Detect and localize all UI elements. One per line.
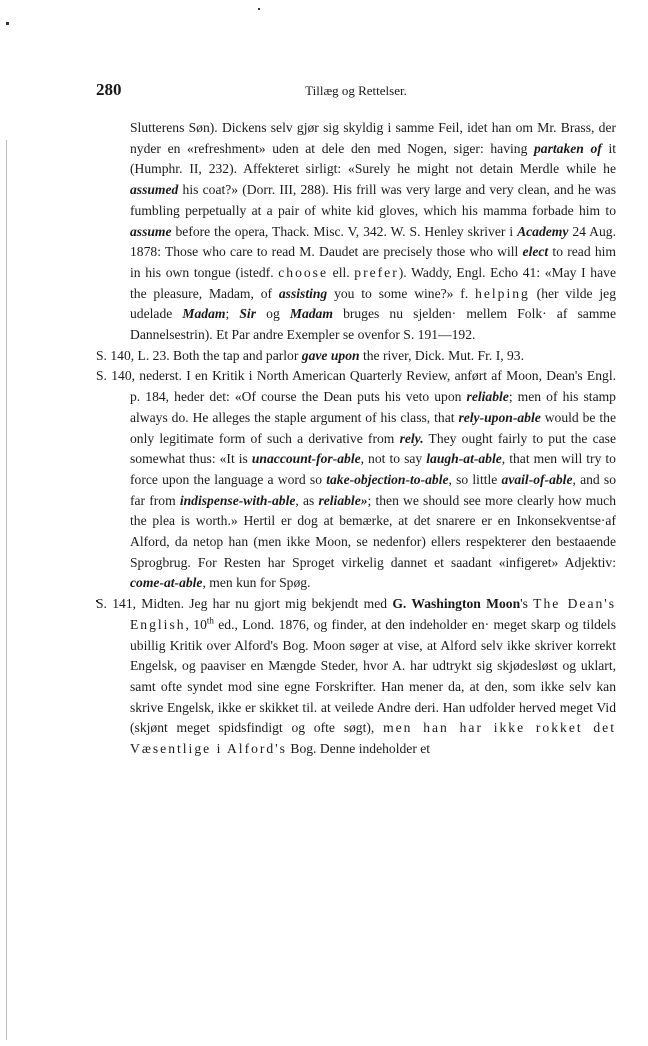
margin-mark <box>258 8 260 10</box>
italic-term: Madam <box>289 306 333 322</box>
text-run: ell. <box>328 264 355 280</box>
text-run: , 10 <box>185 616 207 632</box>
italic-term: take-objection-to-able <box>326 471 449 487</box>
italic-term: indispense-with-able <box>179 492 296 508</box>
spaced-term: choose <box>278 264 328 280</box>
text-run: , as <box>295 492 319 508</box>
italic-term: elect <box>522 244 549 260</box>
italic-term: rely-upon-able <box>458 409 541 425</box>
text-run: Slutterens Søn). Dickens selv gjør sig skyldig i samme Feil, idet han om Mr. Brass, der nyder en «refreshment» uden at dele den med Nogen, siger: having <box>130 120 616 156</box>
text-run: would be the only legitimate form of such a derivative from <box>130 409 617 446</box>
italic-term: assumed <box>130 182 179 198</box>
spaced-term: prefer <box>354 264 399 280</box>
italic-term: come-at-able <box>130 575 203 591</box>
bold-author-name: G. Washington Moon <box>392 596 521 612</box>
text-run: his coat?» (Dorr. III, 288). His frill was very large and very clean, and he was fumbling perpetually at a pair of white kid gloves, which his mamma forbade him to <box>130 182 616 218</box>
text-run: They ought fairly to put the case somewhat thus: «It is <box>130 430 616 467</box>
text-run: , men kun for Spøg. <box>202 575 311 591</box>
entry-s140-l23 <box>96 346 616 367</box>
page-number: 280 <box>96 80 122 99</box>
text-run: bruges nu sjelden· mellem Folk· af samme Dannelsestrin). Et Par andre Exempler se ovenfor S. 191—192. <box>130 306 616 343</box>
text-run: ; <box>225 306 240 322</box>
italic-term: laugh-at-able <box>426 451 502 467</box>
text-run: , not to say <box>360 451 427 467</box>
italic-term: reliable» <box>318 492 368 508</box>
entry-label: S. 140, L. 23. <box>96 347 170 363</box>
text-run: 's <box>520 596 534 612</box>
italic-term: avail-of-able <box>501 471 573 487</box>
text-run: you to some wine?» f. <box>327 285 476 301</box>
margin-rule <box>6 140 7 1040</box>
italic-term: Academy <box>517 223 569 239</box>
text-run: ed., Lond. 1876, og finder, at den indeholder en· meget skarp og tildels ubillig Kritik over Alford's Bog. Moon søger at vise, at Alford selv ikke skriver korrekt Engelsk, og paaviser en Mængde Steder, hvor A. har udtrykt sig skjødesløst og uklart, samt ofte syndet mod sine egne Forskrifter. Han mener da, at den, som ikke selv kan skrive Engelsk, ikke er skikket til. at veilede Andre deri. Han udfolder herved meget Vid (skjønt meget spidsfindigt og ofte søgt), <box>130 616 616 736</box>
running-head: Tillæg og Rettelser. <box>305 83 407 98</box>
text-run: og <box>256 306 290 322</box>
italic-term: Madam <box>182 306 226 322</box>
text-run: Bog. Denne indeholder et <box>286 741 431 757</box>
text-run: , that men will try to force upon the language a word so <box>130 451 616 487</box>
text-run: , so little <box>448 471 502 487</box>
text-run: Both the tap and parlor <box>169 347 302 363</box>
text-run: ; then we should see more clearly how much the plea is worth.» Hertil er dog at bemærke, at det snarere er en Inkonsekventse·af Alford, da netop han (men ikke Moon, se nedenfor) ellers respekterer den bestaaende Sprogbrug. For Resten har Sproget virkelig dannet et saadant «infigeret» Adjektiv: <box>130 492 616 570</box>
spaced-term: helping <box>475 285 530 301</box>
italic-term: gave upon <box>301 347 360 363</box>
text-run: , and so far from <box>130 471 616 508</box>
text-run: the river, Dick. Mut. Fr. I, 93. <box>359 347 525 363</box>
margin-mark <box>6 22 9 25</box>
text-run: Jeg har nu gjort mig bekjendt med <box>183 596 393 612</box>
text-run: before the opera, Thack. Misc. V, 342. W. S. Henley skriver i <box>171 223 518 239</box>
ordinal-superscript: th <box>206 615 214 626</box>
spaced-book-title: The Dean's English <box>130 596 617 632</box>
spaced-term: men han har ikke rokket det Væsentlige i Alford's <box>130 720 616 757</box>
italic-term: unaccount-for-able <box>251 451 361 467</box>
text-run: I en Kritik i North American Quarterly Review, anført af Moon, Dean's Engl. p. 184, heder det: «Of course the Dean puts his veto upon <box>130 368 617 405</box>
text-run: to read him in his own tongue (istedf. <box>130 244 616 280</box>
italic-term: rely. <box>399 430 424 446</box>
text-run: ; men of his stamp always do. He alleges the staple argument of his class, that <box>130 389 616 425</box>
italic-term: reliable <box>466 389 509 405</box>
page-header <box>96 80 616 104</box>
entry-label: S. 140, nederst. <box>96 368 182 384</box>
entry-s141-midten <box>96 594 616 760</box>
page-body <box>96 118 616 760</box>
italic-term: Sir <box>239 306 257 322</box>
italic-term: partaken of <box>534 140 602 156</box>
text-run: 24 Aug. 1878: Those who care to read M. Daudet are precisely those who will <box>130 223 616 260</box>
paragraph-continuation <box>96 118 616 346</box>
text-run: (her vilde jeg udelade <box>130 285 617 322</box>
italic-term: assume <box>130 223 172 239</box>
entry-label: S. 141, Midten. <box>96 596 184 612</box>
text-run: it (Humphr. II, 232). Affekteret sirligt: «Surely he might not detain Merdle while he <box>130 140 616 177</box>
italic-term: assisting <box>278 285 328 301</box>
entry-s140-nederst <box>96 366 616 594</box>
text-run: ). Waddy, Engl. Echo 41: «May I have the pleasure, Madam, of <box>130 264 616 301</box>
